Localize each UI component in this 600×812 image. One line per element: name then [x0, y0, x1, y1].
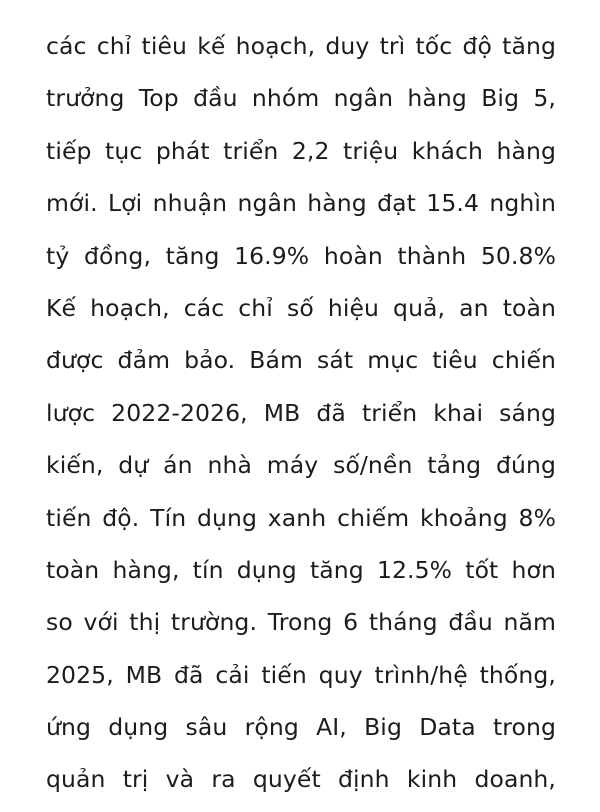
article-line: quản trị và ra quyết định kinh doanh,: [46, 765, 556, 794]
article-line: so với thị trường. Trong 6 tháng đầu năm: [46, 608, 556, 637]
article-line: mới. Lợi nhuận ngân hàng đạt 15.4 nghìn: [46, 189, 556, 218]
article-line: tiến độ. Tín dụng xanh chiếm khoảng 8%: [46, 503, 556, 532]
article-line: trưởng Top đầu nhóm ngân hàng Big 5,: [46, 84, 556, 113]
article-line: toàn hàng, tín dụng tăng 12.5% tốt hơn: [46, 555, 556, 584]
article-line: tỷ đồng, tăng 16.9% hoàn thành 50.8%: [46, 241, 556, 270]
article-line: tiếp tục phát triển 2,2 triệu khách hàng: [46, 136, 556, 165]
article-line: được đảm bảo. Bám sát mục tiêu chiến: [46, 346, 556, 375]
article-line: ứng dụng sâu rộng AI, Big Data trong: [46, 713, 556, 742]
article-line: Kế hoạch, các chỉ số hiệu quả, an toàn: [46, 293, 556, 322]
article-line: các chỉ tiêu kế hoạch, duy trì tốc độ tăng: [46, 32, 556, 60]
article-line: 2025, MB đã cải tiến quy trình/hệ thống,: [46, 660, 556, 689]
article-body: [46, 26, 556, 812]
cut-off-text-line: [46, 0, 195, 1]
article-line: kiến, dự án nhà máy số/nền tảng đúng: [46, 451, 556, 480]
article-line: lược 2022-2026, MB đã triển khai sáng: [46, 398, 556, 427]
